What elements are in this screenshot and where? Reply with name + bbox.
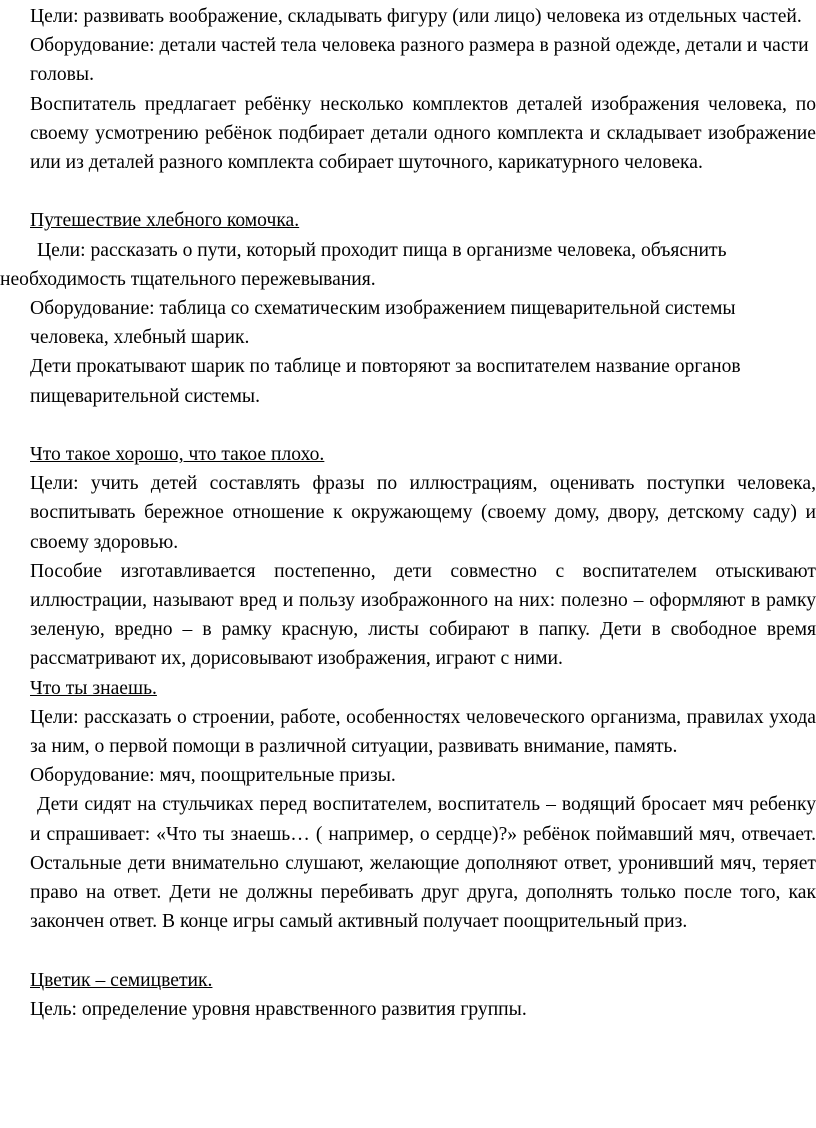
description-paragraph: Дети сидят на стульчиках перед воспитателем, воспитатель – водящий бросает мяч ребенку и спрашивает: «Что ты знаешь… ( например, о сердце)?» ребёнок поймавший мяч, отвечает. Остальные дети внимательно слушают, желающие дополняют ответ, уронивший мяч, теряет право на ответ. Дети не должны перебивать друг друга, дополнять только после того, как закончен ответ. В конце игры самый активный получает поощрительный приз. — [30, 794, 816, 933]
description-paragraph: Воспитатель предлагает ребёнку несколько комплектов деталей изображения человека, по своему усмотрению ребёнок подбирает детали одного комплекта и складывает изображение или из деталей разного комплекта собирает шуточного, карикатурного человека. — [30, 93, 816, 174]
blank-line — [30, 411, 816, 440]
game-title: Цветик – семицветик. — [30, 969, 213, 991]
section-assemble-person — [30, 2, 816, 177]
blank-line — [30, 177, 816, 206]
section-what-you-know — [30, 674, 816, 937]
section-seven-flower — [30, 966, 816, 1024]
goals-paragraph: Цели: рассказать о строении, работе, особенностях человеческого организма, правилах ухода за ним, о первой помощи в различной ситуации, развивать внимание, память. — [30, 706, 816, 758]
goals-paragraph: Цели: развивать воображение, складывать фигуру (или лицо) человека из отдельных частей. — [30, 6, 802, 27]
equipment-paragraph: Оборудование: мяч, поощрительные призы. — [30, 765, 396, 787]
equipment-paragraph: Оборудование: таблица со схематическим изображением пищеварительной системы человека, хлебный шарик. — [30, 298, 736, 349]
section-good-and-bad — [30, 440, 816, 674]
description-paragraph: Пособие изготавливается постепенно, дети совместно с воспитателем отыскивают иллюстрации, называют вред и пользу изображонного на них: полезно – оформляют в рамку зеленую, вредно – в рамку красную, листы собирают в папку. Дети в свободное время рассматривают их, дорисовывают изображения, играют с ними. — [30, 560, 816, 670]
description-paragraph: Дети прокатывают шарик по таблице и повторяют за воспитателем название органов пищеварительной системы. — [30, 356, 741, 407]
equipment-paragraph: Оборудование: детали частей тела человека разного размера в разной одежде, детали и части головы. — [30, 35, 809, 86]
goals-paragraph: Цели: рассказать о пути, который проходит пища в организме человека, объяснить необходимость тщательного пережевывания. — [0, 239, 727, 290]
section-bread-ball-journey — [0, 206, 816, 410]
goals-paragraph: Цели: учить детей составлять фразы по иллюстрациям, оценивать поступки человека, воспитывать бережное отношение к окружающему (своему дому, двору, детскому саду) и своему здоровью. — [30, 473, 816, 553]
game-title: Что такое хорошо, что такое плохо. — [30, 444, 325, 466]
blank-line — [30, 936, 816, 965]
game-title: Что ты знаешь. — [30, 677, 157, 699]
document-page — [0, 2, 816, 1024]
game-title: Путешествие хлебного комочка. — [30, 210, 300, 232]
goal-paragraph: Цель: определение уровня нравственного развития группы. — [30, 998, 527, 1020]
